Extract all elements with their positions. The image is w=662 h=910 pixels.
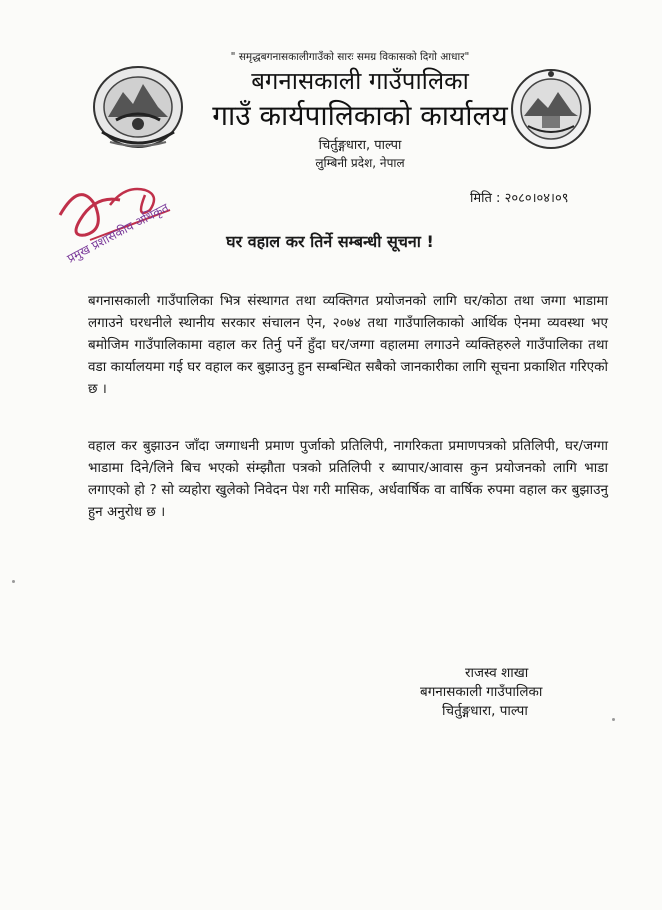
address-line-2: लुम्बिनी प्रदेश, नेपाल — [315, 156, 405, 170]
stamp-text: प्रमुख प्रशासकीय अधिकृत — [64, 200, 171, 266]
address-line-1: चिर्तुङ्गधारा, पाल्पा — [318, 138, 402, 153]
notice-date: मिति : २०८०।०४।०९ — [470, 191, 569, 206]
office-name: गाउँ कार्यपालिकाको कार्यालय — [212, 99, 508, 132]
closing-municipality: बगनासकाली गाउँपालिका — [420, 684, 543, 700]
motto-text: " समृद्धबगनासकालीगाउँको सारः समग्र विकासको दिगो आधार" — [230, 51, 470, 63]
closing-block — [420, 664, 620, 721]
closing-department: राजस्व शाखा — [465, 665, 529, 681]
notice-paragraph-1: बगनासकाली गाउँपालिका भित्र संस्थागत तथा व्यक्तिगत प्रयोजनको लागि घर/कोठा तथा जग्गा भाडामा लगाउने घरधनीले स्थानीय सरकार संचालन ऐन, २०७४ तथा गाउँपालिकाको आर्थिक ऐनमा व्यवस्था भए बमोजिम गाउँपालिकामा वहाल कर तिर्नु पर्ने हुँदा घर/जग्गा वहालमा लगाउने व्यक्तिहरुले गाउँपालिका तथा वडा कार्यालयमा गई घर वहाल कर बुझाउनु हुन सम्बन्धित सबैको जानकारीका लागि सूचना प्रकाशित गरिएको छ । — [88, 293, 608, 397]
closing-address: चिर्तुङ्गधारा, पाल्पा — [442, 703, 528, 719]
scan-speck — [12, 580, 15, 583]
signature-stamp — [50, 175, 220, 270]
municipality-name: बगनासकाली गाउँपालिका — [251, 67, 469, 95]
notice-title: घर वहाल कर तिर्ने सम्बन्धी सूचना ! — [226, 232, 434, 251]
scan-speck — [612, 718, 615, 721]
notice-paragraph-2: वहाल कर बुझाउन जाँदा जग्गाधनी प्रमाण पुर्जाको प्रतिलिपी, नागरिकता प्रमाणपत्रको प्रतिलिपी, घर/जग्गा भाडामा दिने/लिने बिच भएको संम्झौता पत्रको प्रतिलिपी र ब्यापार/आवास कुन प्रयोजनको लागि भाडा लगाएको हो ? सो व्यहोरा खुलेको निवेदन पेश गरी मासिक, अर्धवार्षिक वा वार्षिक रुपमा वहाल कर बुझाउनु हुन अनुरोध छ । — [88, 438, 608, 520]
